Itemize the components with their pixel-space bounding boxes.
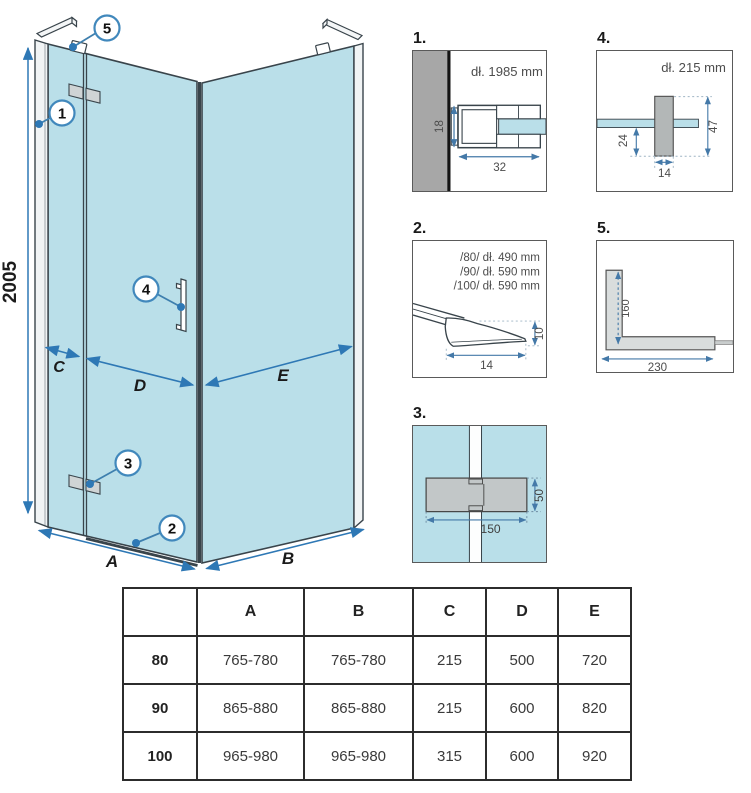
detail-1-drawing — [413, 51, 546, 191]
detail-3-dim-height: 50 — [533, 489, 546, 502]
wall-post — [655, 96, 674, 156]
detail-2-line1: /80/ dł. 490 mm — [460, 252, 540, 265]
detail-3-number: 3. — [413, 405, 427, 422]
table-row — [123, 636, 631, 684]
table-header-c: C — [413, 588, 486, 636]
table-cell: 865-880 — [304, 684, 413, 732]
glass-strip — [715, 341, 733, 345]
hinge — [426, 478, 527, 512]
wall-profile — [35, 40, 48, 527]
detail-2-dim-width: 14 — [480, 359, 493, 372]
dim-label-d: D — [133, 376, 147, 395]
detail-3-drawing — [413, 426, 546, 562]
table-cell: 600 — [486, 684, 558, 732]
seal-profile — [413, 303, 526, 346]
detail-panel-4 — [596, 30, 733, 192]
detail-1-title: dł. 1985 mm — [470, 64, 543, 80]
svg-text:5: 5 — [102, 20, 112, 38]
table-cell: 215 — [413, 636, 486, 684]
table-cell: 965-980 — [197, 732, 304, 780]
svg-text:1: 1 — [57, 105, 67, 123]
table-cell: 920 — [558, 732, 631, 780]
table-row — [123, 732, 631, 780]
table-cell: 500 — [486, 636, 558, 684]
height-dimension — [0, 48, 28, 513]
svg-text:2: 2 — [167, 520, 177, 538]
size-dimensions-table — [122, 587, 632, 781]
detail-4-dim-height: 47 — [707, 120, 720, 133]
left-support-bar — [37, 18, 77, 38]
detail-5-drawing — [597, 241, 733, 372]
table-cell: 720 — [558, 636, 631, 684]
table-cell: 315 — [413, 732, 486, 780]
detail-4-dim-width: 14 — [658, 167, 671, 180]
table-corner-cell — [123, 588, 197, 636]
table-cell: 765-780 — [304, 636, 413, 684]
detail-5-dim-vertical: 160 — [620, 299, 633, 318]
table-row — [123, 684, 631, 732]
detail-2-drawing — [413, 241, 546, 377]
table-cell: 215 — [413, 684, 486, 732]
right-support-bar — [323, 20, 362, 40]
dim-label-c: C — [53, 359, 65, 376]
glass-section — [499, 119, 546, 135]
row-label: 100 — [123, 732, 197, 780]
table-cell: 865-880 — [197, 684, 304, 732]
table-header-a: A — [197, 588, 304, 636]
table-cell: 765-780 — [197, 636, 304, 684]
svg-text:3: 3 — [123, 455, 133, 473]
table-header-b: B — [304, 588, 413, 636]
detail-4-title: dł. 215 mm — [661, 60, 726, 76]
detail-4-number: 4. — [597, 30, 611, 47]
detail-panel-2 — [412, 220, 547, 378]
table-cell: 600 — [486, 732, 558, 780]
detail-1-number: 1. — [413, 30, 427, 47]
table-header-row — [123, 588, 631, 636]
glass-section — [597, 119, 698, 127]
detail-panel-5 — [596, 220, 734, 373]
isometric-shower-drawing — [0, 0, 400, 585]
height-dimension-label: 2005 — [0, 260, 21, 304]
dim-label-b: B — [281, 549, 295, 568]
detail-5-dim-horizontal: 230 — [647, 361, 668, 372]
table-header-e: E — [558, 588, 631, 636]
detail-2-number: 2. — [413, 220, 427, 237]
detail-panel-1 — [412, 30, 547, 192]
svg-text:4: 4 — [141, 281, 151, 299]
table-cell: 965-980 — [304, 732, 413, 780]
detail-1-dim-width: 32 — [493, 161, 507, 174]
dim-label-a: A — [105, 552, 119, 571]
detail-2-line3: /100/ dł. 590 mm — [453, 280, 540, 293]
detail-3-dim-width: 150 — [480, 521, 501, 536]
row-label: 80 — [123, 636, 197, 684]
detail-4-dim-offset: 24 — [618, 134, 631, 148]
detail-2-line2: /90/ dł. 590 mm — [460, 266, 540, 279]
detail-2-dim-height: 10 — [533, 327, 546, 341]
dim-label-e: E — [277, 366, 289, 385]
detail-1-dim-depth: 18 — [434, 120, 447, 133]
table-cell: 820 — [558, 684, 631, 732]
right-glass-wall — [202, 44, 363, 564]
table-header-d: D — [486, 588, 558, 636]
row-label: 90 — [123, 684, 197, 732]
detail-4-drawing — [597, 51, 732, 191]
detail-panel-3 — [412, 405, 547, 563]
detail-5-number: 5. — [597, 220, 611, 237]
